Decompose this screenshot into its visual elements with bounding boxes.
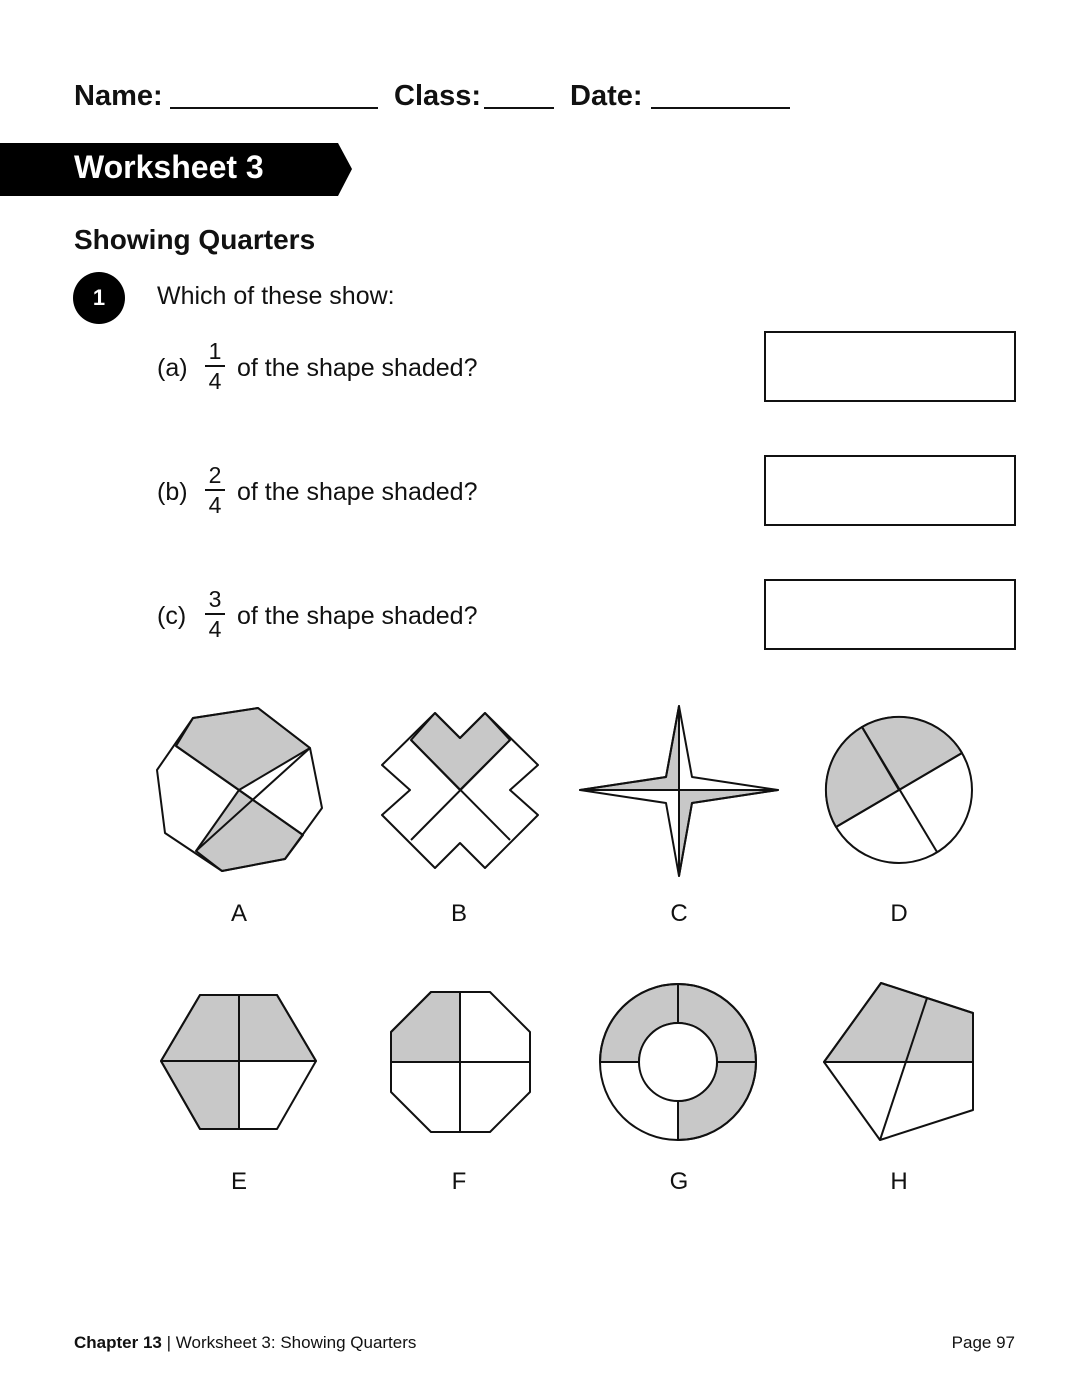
part-label: (b) <box>157 478 188 506</box>
shape-g-ring <box>600 984 756 1140</box>
part-label: (c) <box>157 602 187 630</box>
shape-label-h: H <box>890 1168 908 1195</box>
shape-label-f: F <box>451 1168 467 1195</box>
name-label: Name: <box>74 80 163 112</box>
shape-h-pentagon <box>824 983 973 1140</box>
footer-page-number: Page 97 <box>951 1333 1015 1352</box>
fraction-denominator: 4 <box>208 616 222 642</box>
shape-label-d: D <box>890 900 908 927</box>
shape-a-shaded-quarter <box>176 708 310 790</box>
shape-f-octagon <box>391 992 530 1132</box>
shape-e-hexagon <box>161 995 316 1129</box>
question-text: Which of these show: <box>157 282 395 310</box>
part-text: of the shape shaded? <box>237 602 478 630</box>
fraction-denominator: 4 <box>208 492 222 518</box>
shape-c-star <box>580 706 778 876</box>
fraction-numerator: 2 <box>208 462 222 488</box>
shape-f-shaded-quarter <box>391 992 460 1062</box>
part-label: (a) <box>157 354 188 382</box>
shape-h-shaded-part <box>824 983 973 1062</box>
shape-b-shaded-arm <box>411 713 510 790</box>
shape-label-a: A <box>230 900 247 927</box>
fraction-denominator: 4 <box>208 368 222 394</box>
section-title: Showing Quarters <box>74 224 316 255</box>
class-label: Class: <box>394 80 482 112</box>
footer-separator: | <box>166 1333 172 1352</box>
footer-title: Worksheet 3: Showing Quarters <box>175 1333 417 1352</box>
footer-chapter: Chapter 13 <box>74 1333 162 1352</box>
shape-label-b: B <box>450 900 467 927</box>
footer-left <box>74 1333 416 1353</box>
shape-b-cross <box>382 713 538 868</box>
fraction-numerator: 3 <box>208 586 222 612</box>
date-label: Date: <box>570 80 643 112</box>
shape-label-e: E <box>230 1168 247 1195</box>
worksheet-title: Worksheet 3 <box>74 149 264 185</box>
shape-label-c: C <box>670 900 688 927</box>
shape-label-g: G <box>669 1168 689 1195</box>
part-text: of the shape shaded? <box>237 478 478 506</box>
shape-g-inner-edge <box>639 1023 717 1101</box>
question-number-badge: 1 <box>73 272 125 324</box>
fraction-numerator: 1 <box>208 338 222 364</box>
shape-a-octagon <box>157 708 322 871</box>
part-text: of the shape shaded? <box>237 354 478 382</box>
shape-d-circle <box>826 717 972 863</box>
